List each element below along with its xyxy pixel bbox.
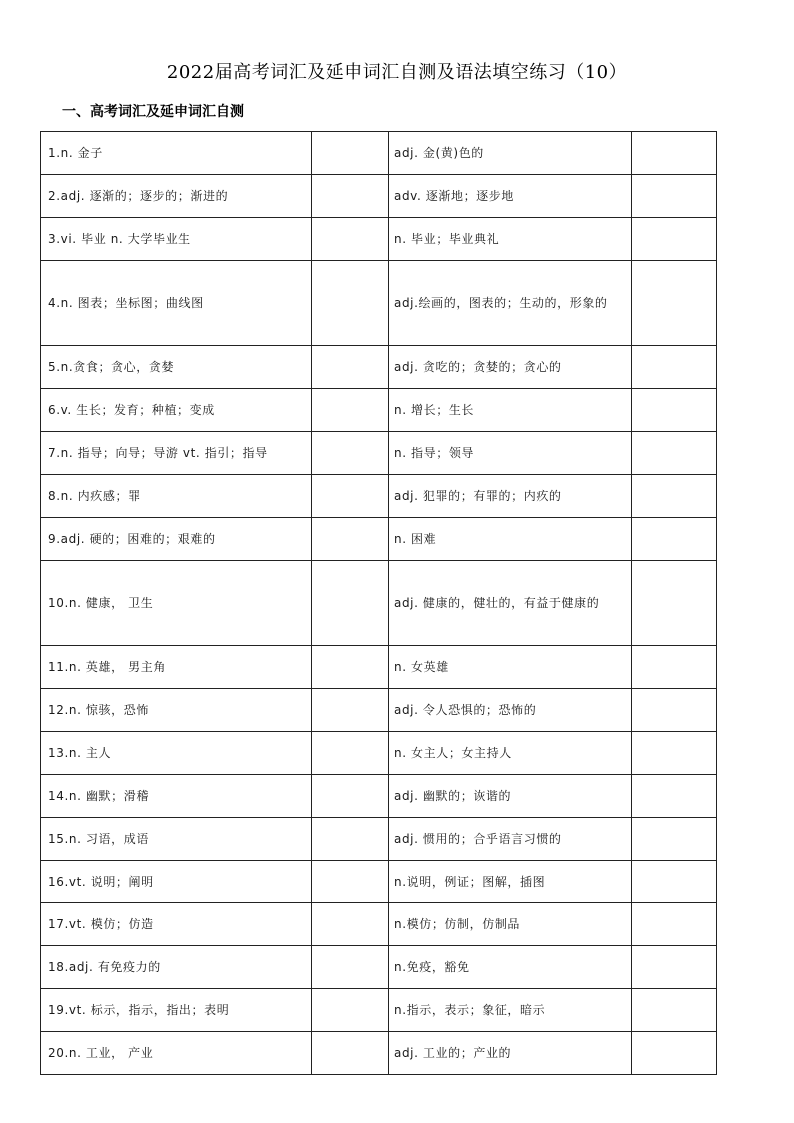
prompt-cell: adj. 健康的，健壮的，有益于健康的 <box>389 560 632 646</box>
table-row <box>41 260 717 346</box>
prompt-cell: 15.n. 习语，成语 <box>41 817 312 860</box>
answer-blank[interactable] <box>312 903 389 946</box>
answer-blank[interactable] <box>312 474 389 517</box>
answer-blank[interactable] <box>312 774 389 817</box>
prompt-cell: 11.n. 英雄， 男主角 <box>41 646 312 689</box>
table-row <box>41 132 717 175</box>
prompt-cell: adj. 工业的；产业的 <box>389 1032 632 1075</box>
prompt-cell: adj. 犯罪的；有罪的；内疚的 <box>389 474 632 517</box>
answer-blank[interactable] <box>312 689 389 732</box>
prompt-cell: 18.adj. 有免疫力的 <box>41 946 312 989</box>
answer-blank[interactable] <box>632 517 717 560</box>
answer-blank[interactable] <box>632 817 717 860</box>
answer-blank[interactable] <box>312 217 389 260</box>
prompt-cell: adj.绘画的，图表的；生动的，形象的 <box>389 260 632 346</box>
answer-blank[interactable] <box>312 517 389 560</box>
prompt-cell: 19.vt. 标示，指示，指出；表明 <box>41 989 312 1032</box>
table-row <box>41 903 717 946</box>
prompt-cell: 14.n. 幽默；滑稽 <box>41 774 312 817</box>
table-row <box>41 346 717 389</box>
answer-blank[interactable] <box>312 946 389 989</box>
prompt-cell: n. 女英雄 <box>389 646 632 689</box>
table-row <box>41 1032 717 1075</box>
answer-blank[interactable] <box>312 817 389 860</box>
prompt-cell: 5.n.贪食；贪心，贪婪 <box>41 346 312 389</box>
prompt-cell: n.指示，表示；象征，暗示 <box>389 989 632 1032</box>
table-row <box>41 174 717 217</box>
answer-blank[interactable] <box>632 689 717 732</box>
answer-blank[interactable] <box>632 132 717 175</box>
answer-blank[interactable] <box>632 989 717 1032</box>
answer-blank[interactable] <box>312 1032 389 1075</box>
section-heading: 一、高考词汇及延申词汇自测 <box>62 104 244 120</box>
answer-blank[interactable] <box>312 860 389 903</box>
answer-blank[interactable] <box>312 731 389 774</box>
prompt-cell: n. 女主人；女主持人 <box>389 731 632 774</box>
table-row <box>41 431 717 474</box>
answer-blank[interactable] <box>632 903 717 946</box>
answer-blank[interactable] <box>632 774 717 817</box>
answer-blank[interactable] <box>632 560 717 646</box>
answer-blank[interactable] <box>632 946 717 989</box>
prompt-cell: n.模仿；仿制，仿制品 <box>389 903 632 946</box>
answer-blank[interactable] <box>632 431 717 474</box>
table-row <box>41 860 717 903</box>
prompt-cell: 1.n. 金子 <box>41 132 312 175</box>
answer-blank[interactable] <box>632 860 717 903</box>
prompt-cell: 8.n. 内疚感；罪 <box>41 474 312 517</box>
answer-blank[interactable] <box>632 474 717 517</box>
prompt-cell: 2.adj. 逐渐的；逐步的；渐进的 <box>41 174 312 217</box>
answer-blank[interactable] <box>312 646 389 689</box>
prompt-cell: n. 困难 <box>389 517 632 560</box>
vocab-table <box>40 131 717 1075</box>
answer-blank[interactable] <box>312 560 389 646</box>
answer-blank[interactable] <box>632 260 717 346</box>
answer-blank[interactable] <box>312 174 389 217</box>
table-row <box>41 774 717 817</box>
answer-blank[interactable] <box>632 217 717 260</box>
prompt-cell: adj. 金(黄)色的 <box>389 132 632 175</box>
table-row <box>41 946 717 989</box>
answer-blank[interactable] <box>312 989 389 1032</box>
table-row <box>41 689 717 732</box>
prompt-cell: 13.n. 主人 <box>41 731 312 774</box>
prompt-cell: 7.n. 指导；向导；导游 vt. 指引；指导 <box>41 431 312 474</box>
table-row <box>41 731 717 774</box>
table-row <box>41 217 717 260</box>
prompt-cell: adj. 贪吃的；贪婪的；贪心的 <box>389 346 632 389</box>
table-row <box>41 646 717 689</box>
prompt-cell: adj. 令人恐惧的；恐怖的 <box>389 689 632 732</box>
answer-blank[interactable] <box>312 346 389 389</box>
answer-blank[interactable] <box>312 260 389 346</box>
prompt-cell: 20.n. 工业， 产业 <box>41 1032 312 1075</box>
table-row <box>41 517 717 560</box>
prompt-cell: 3.vi. 毕业 n. 大学毕业生 <box>41 217 312 260</box>
answer-blank[interactable] <box>632 346 717 389</box>
table-row <box>41 389 717 432</box>
prompt-cell: n.说明，例证；图解，插图 <box>389 860 632 903</box>
prompt-cell: 9.adj. 硬的；困难的；艰难的 <box>41 517 312 560</box>
prompt-cell: 17.vt. 模仿；仿造 <box>41 903 312 946</box>
table-row <box>41 560 717 646</box>
answer-blank[interactable] <box>632 731 717 774</box>
prompt-cell: 16.vt. 说明；阐明 <box>41 860 312 903</box>
table-row <box>41 474 717 517</box>
answer-blank[interactable] <box>312 431 389 474</box>
prompt-cell: n. 增长；生长 <box>389 389 632 432</box>
prompt-cell: n.免疫，豁免 <box>389 946 632 989</box>
page-title: 2022届高考词汇及延申词汇自测及语法填空练习（10） <box>166 62 628 83</box>
prompt-cell: adj. 幽默的；诙谐的 <box>389 774 632 817</box>
prompt-cell: 10.n. 健康， 卫生 <box>41 560 312 646</box>
answer-blank[interactable] <box>312 389 389 432</box>
answer-blank[interactable] <box>632 646 717 689</box>
prompt-cell: n. 指导；领导 <box>389 431 632 474</box>
table-row <box>41 817 717 860</box>
prompt-cell: 12.n. 惊骇，恐怖 <box>41 689 312 732</box>
prompt-cell: 4.n. 图表；坐标图；曲线图 <box>41 260 312 346</box>
answer-blank[interactable] <box>632 174 717 217</box>
prompt-cell: 6.v. 生长；发育；种植；变成 <box>41 389 312 432</box>
answer-blank[interactable] <box>312 132 389 175</box>
table-row <box>41 989 717 1032</box>
prompt-cell: n. 毕业；毕业典礼 <box>389 217 632 260</box>
answer-blank[interactable] <box>632 1032 717 1075</box>
prompt-cell: adv. 逐渐地；逐步地 <box>389 174 632 217</box>
prompt-cell: adj. 惯用的；合乎语言习惯的 <box>389 817 632 860</box>
answer-blank[interactable] <box>632 389 717 432</box>
